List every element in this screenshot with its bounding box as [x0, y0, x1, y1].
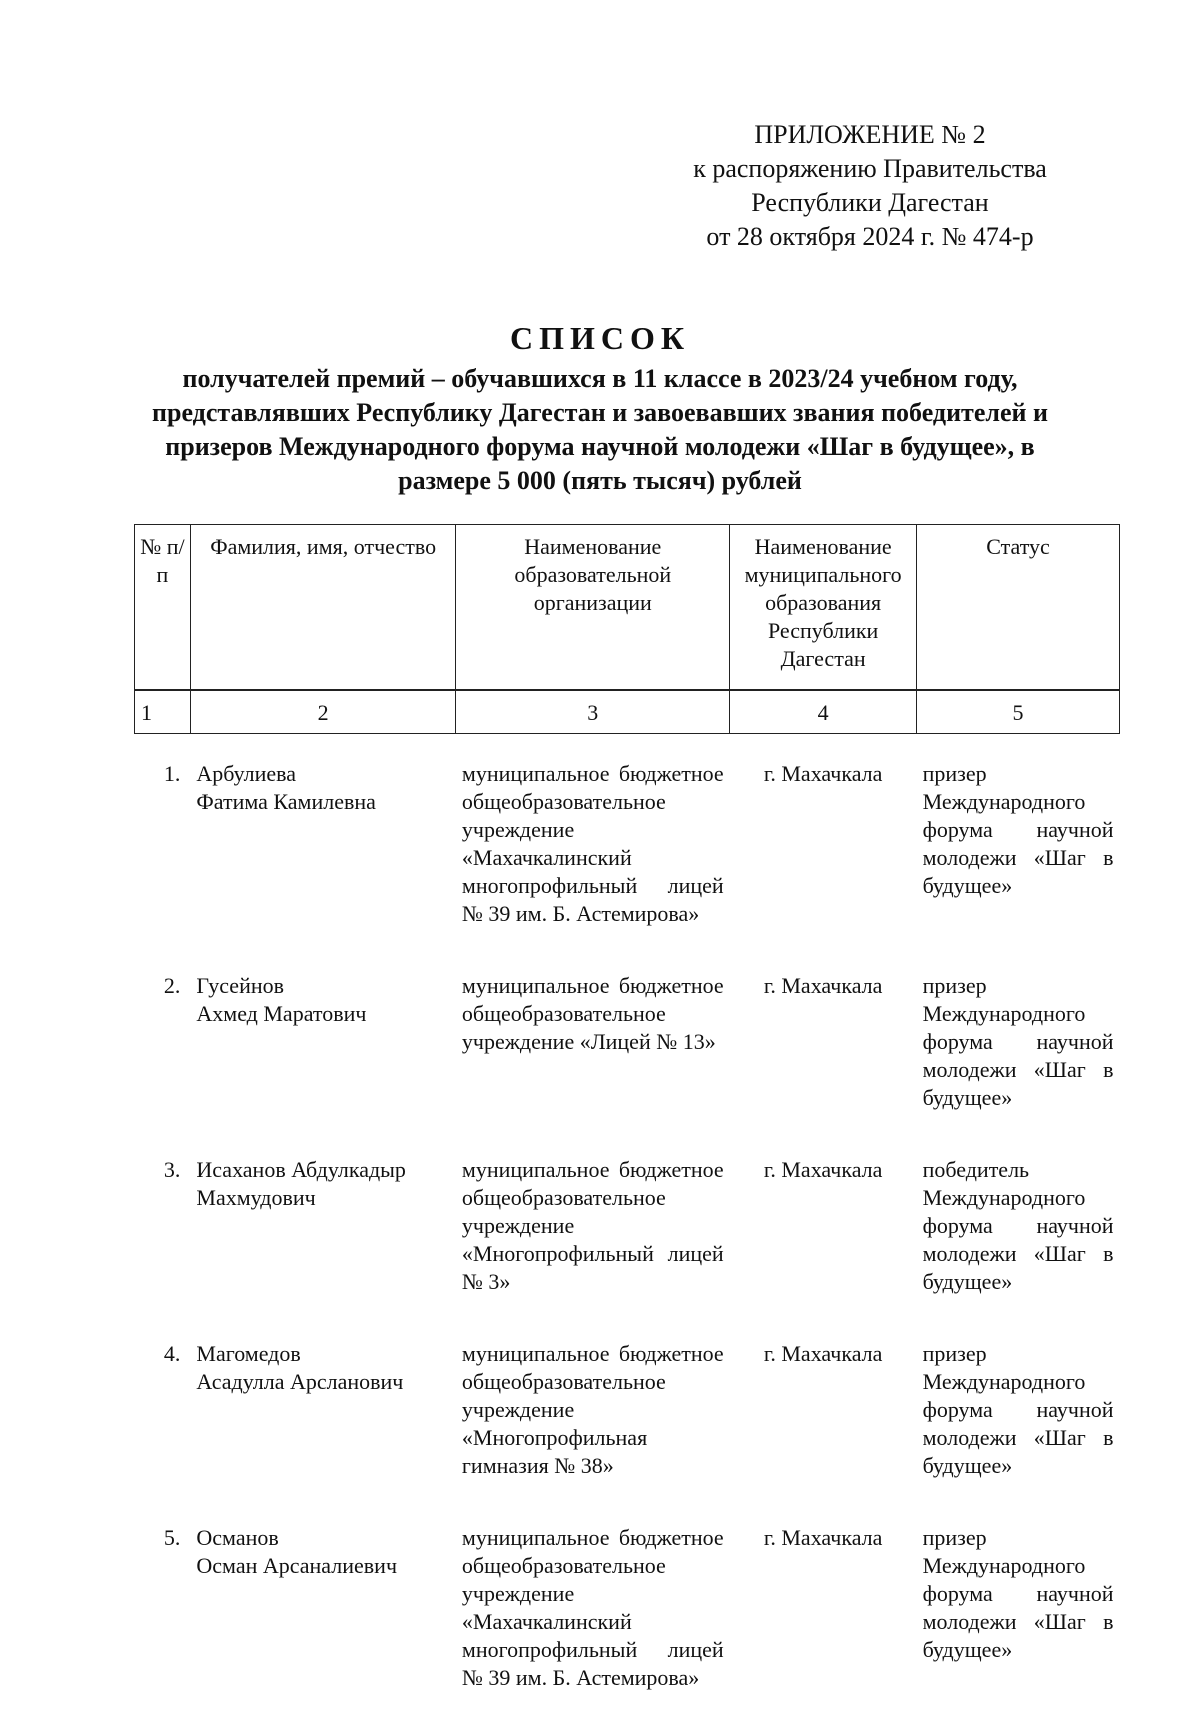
recipient-name	[190, 946, 456, 1130]
award-status: призер Международного форума научной молодежи «Шаг в будущее»	[922, 1341, 1114, 1478]
row-number: 3.	[163, 1157, 181, 1182]
municipality-name: г. Махачкала	[763, 973, 883, 998]
table-row	[135, 734, 1120, 947]
header-organization: Наименование образовательной организации	[456, 525, 730, 691]
appendix-republic: Республики Дагестан	[751, 188, 989, 217]
recipient-given-names: Фатима Камилевна	[196, 789, 376, 814]
recipient-name	[190, 734, 456, 947]
recipient-given-names: Ахмед Маратович	[196, 1001, 367, 1026]
recipient-surname: Исаханов Абдулкадыр	[196, 1157, 406, 1182]
table-header-row	[135, 525, 1120, 691]
award-status: призер Международного форума научной молодежи «Шаг в будущее»	[922, 973, 1114, 1110]
recipient-surname: Османов	[196, 1525, 279, 1550]
column-number: 4	[730, 690, 917, 734]
table-row	[135, 1314, 1120, 1498]
municipality-name: г. Махачкала	[763, 1341, 883, 1366]
appendix-number: ПРИЛОЖЕНИЕ № 2	[754, 120, 986, 149]
municipality-name: г. Махачкала	[763, 761, 883, 786]
column-number: 5	[917, 690, 1120, 734]
recipient-name	[190, 1130, 456, 1314]
recipient-given-names: Осман Арсаналиевич	[196, 1553, 398, 1578]
recipient-given-names: Махмудович	[196, 1185, 316, 1210]
row-number: 1.	[163, 761, 181, 786]
municipality-name: г. Махачкала	[763, 1157, 883, 1182]
header-status: Статус	[917, 525, 1120, 691]
organization-name: муниципальное бюджетное общеобразовательное учреждение «Махачкалинский многопрофильный лицей № 39 им. Б. Астемирова»	[461, 1525, 724, 1690]
row-number: 2.	[163, 973, 181, 998]
recipient-surname: Магомедов	[196, 1341, 301, 1366]
appendix-order-ref: к распоряжению Правительства	[693, 154, 1047, 183]
recipient-surname: Гусейнов	[196, 973, 285, 998]
header-number: № п/п	[135, 525, 191, 691]
column-number: 2	[190, 690, 456, 734]
award-status: призер Международного форума научной молодежи «Шаг в будущее»	[922, 761, 1114, 898]
recipient-name	[190, 1498, 456, 1710]
recipient-surname: Арбулиева	[196, 761, 297, 786]
organization-name: муниципальное бюджетное общеобразовательное учреждение «Махачкалинский многопрофильный лицей № 39 им. Б. Астемирова»	[461, 761, 724, 926]
table-row	[135, 1130, 1120, 1314]
column-number: 1	[135, 690, 191, 734]
row-number: 5.	[163, 1525, 181, 1550]
table-row	[135, 946, 1120, 1130]
organization-name: муниципальное бюджетное общеобразовательное учреждение «Многопрофильная гимназия № 38»	[461, 1341, 724, 1478]
organization-name: муниципальное бюджетное общеобразовательное учреждение «Многопрофильный лицей № 3»	[461, 1157, 724, 1294]
column-number: 3	[456, 690, 730, 734]
title-main: СПИСОК	[509, 320, 691, 356]
organization-name: муниципальное бюджетное общеобразовательное учреждение «Лицей № 13»	[461, 973, 724, 1054]
title-subtitle: получателей премий – обучавшихся в 11 классе в 2023/24 учебном году, представлявших Республику Дагестан и завоевавших звания победителей и призеров Международного форума научной молодежи «Шаг в будущее», в размере 5 000 (пять тысяч) рублей	[152, 364, 1048, 495]
recipients-table	[134, 524, 1120, 1710]
document-title	[120, 318, 1080, 498]
table-row	[135, 1498, 1120, 1710]
recipient-given-names: Асадулла Арсланович	[196, 1369, 404, 1394]
column-numbers-row	[135, 690, 1120, 734]
municipality-name: г. Махачкала	[763, 1525, 883, 1550]
award-status: победитель Международного форума научной молодежи «Шаг в будущее»	[922, 1157, 1114, 1294]
award-status: призер Международного форума научной молодежи «Шаг в будущее»	[922, 1525, 1114, 1662]
header-municipality: Наименование муниципального образования Республики Дагестан	[730, 525, 917, 691]
appendix-date: от 28 октября 2024 г. № 474-р	[706, 222, 1034, 251]
row-number: 4.	[163, 1341, 181, 1366]
recipient-name	[190, 1314, 456, 1498]
header-full-name: Фамилия, имя, отчество	[190, 525, 456, 691]
appendix-block	[640, 118, 1100, 254]
